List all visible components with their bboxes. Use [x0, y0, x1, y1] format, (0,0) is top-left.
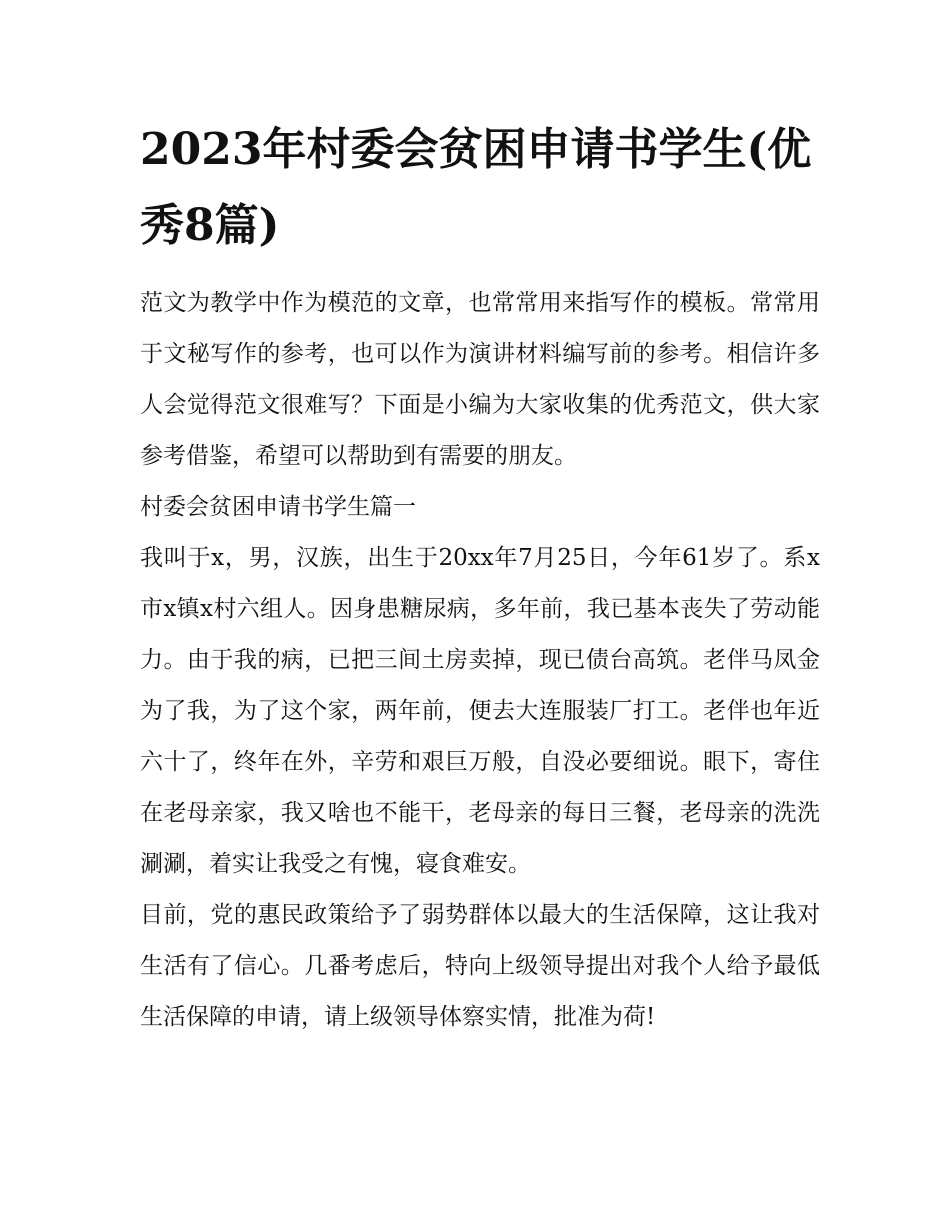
document-title: 2023年村委会贫困申请书学生(优秀8篇): [140, 124, 812, 251]
section-heading: 村委会贫困申请书学生篇一: [140, 494, 416, 520]
intro-paragraph: 范文为教学中作为模范的文章，也常常用来指写作的模板。常常用于文秘写作的参考，也可以作为演讲材料编写前的参考。相信许多人会觉得范文很难写？下面是小编为大家收集的优秀范文，供大家参考借鉴，希望可以帮助到有需要的朋友。: [140, 290, 820, 469]
document-body: [140, 278, 820, 1043]
body-paragraph-2: 目前，党的惠民政策给予了弱势群体以最大的生活保障，这让我对生活有了信心。几番考虑后，特向上级领导提出对我个人给予最低生活保障的申请，请上级领导体察实情，批准为荷!: [140, 902, 820, 1030]
body-paragraph-1: 我叫于x，男，汉族，出生于20xx年7月25日，今年61岁了。系x市x镇x村六组人。因身患糖尿病，多年前，我已基本丧失了劳动能力。由于我的病，已把三间土房卖掉，现已债台高筑。老伴马凤金为了我，为了这个家，两年前，便去大连服装厂打工。老伴也年近六十了，终年在外，辛劳和艰巨万般，自没必要细说。眼下，寄住在老母亲家，我又啥也不能干，老母亲的每日三餐，老母亲的洗洗涮涮，着实让我受之有愧，寝食难安。: [140, 545, 820, 877]
